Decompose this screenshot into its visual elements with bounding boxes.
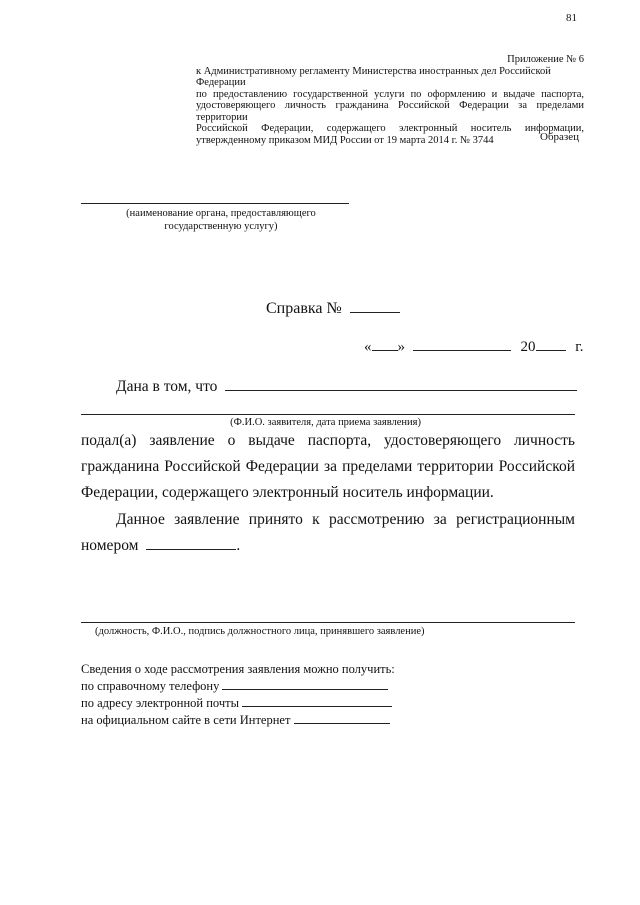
date-month-field [413, 338, 511, 351]
date-day-field [372, 338, 398, 351]
info-email-field [242, 694, 392, 707]
info-block [81, 661, 395, 728]
appendix-line: по предоставлению государственной услуги по оформлению и выдаче паспорта, [196, 88, 584, 100]
appendix-line: к Административному регламенту Министерства иностранных дел Российской Федерации [196, 65, 551, 88]
registration-text: Данное заявление принято к рассмотрению за регистрационным номером [81, 511, 575, 554]
org-name-field [81, 203, 349, 204]
info-heading: Сведения о ходе рассмотрения заявления можно получить: [81, 662, 395, 676]
info-website-label: на официальном сайте в сети Интернет [81, 713, 291, 727]
info-website-row [81, 711, 395, 728]
appendix-header [196, 54, 584, 146]
registration-period: . [236, 537, 241, 554]
applicant-name-caption: (Ф.И.О. заявителя, дата приема заявления) [230, 417, 421, 428]
issued-to-field [225, 378, 577, 391]
issued-to-label: Дана в том, что [116, 378, 218, 395]
appendix-line: утвержденному приказом МИД России от 19 марта 2014 г. № 3744 [196, 134, 494, 146]
applicant-name-field [81, 414, 575, 415]
appendix-line: Российской Федерации, содержащего электронный носитель информации, [196, 123, 584, 134]
info-email-row [81, 694, 395, 711]
date-year-suffix: г. [575, 339, 584, 355]
date-century: 20 [520, 339, 536, 355]
appendix-title: Приложение № 6 [507, 54, 584, 65]
appendix-line: удостоверяющего личность гражданина Российской Федерации за пределами территории [196, 100, 584, 123]
certificate-number-field [350, 300, 400, 313]
date-year-field [536, 338, 566, 351]
page-number: 81 [566, 12, 577, 24]
org-name-caption [101, 207, 341, 233]
registration-number-field [146, 537, 236, 550]
signatory-caption: (должность, Ф.И.О., подпись должностного лица, принявшего заявление) [95, 626, 425, 637]
date-close-quote: » [397, 339, 405, 355]
date-open-quote: « [364, 339, 372, 355]
certificate-title-text: Справка № [266, 300, 342, 317]
paragraph-registration [81, 507, 575, 559]
sample-label: Образец [540, 131, 580, 143]
issued-to-line [116, 378, 577, 396]
info-phone-label: по справочному телефону [81, 679, 220, 693]
info-phone-row [81, 677, 395, 694]
signatory-field [81, 622, 575, 623]
paragraph-application: подал(а) заявление о выдаче паспорта, удостоверяющего личность гражданина Российской Федерации за пределами территории Российской Федерации, содержащего электронный носитель информации. [81, 432, 575, 501]
info-email-label: по адресу электронной почты [81, 696, 239, 710]
info-website-field [294, 711, 390, 724]
certificate-title [266, 300, 400, 318]
certificate-date [364, 338, 583, 356]
org-caption-line: (наименование органа, предоставляющего [126, 208, 316, 219]
org-caption-line: государственную услугу) [164, 221, 278, 232]
info-phone-field [222, 677, 388, 690]
